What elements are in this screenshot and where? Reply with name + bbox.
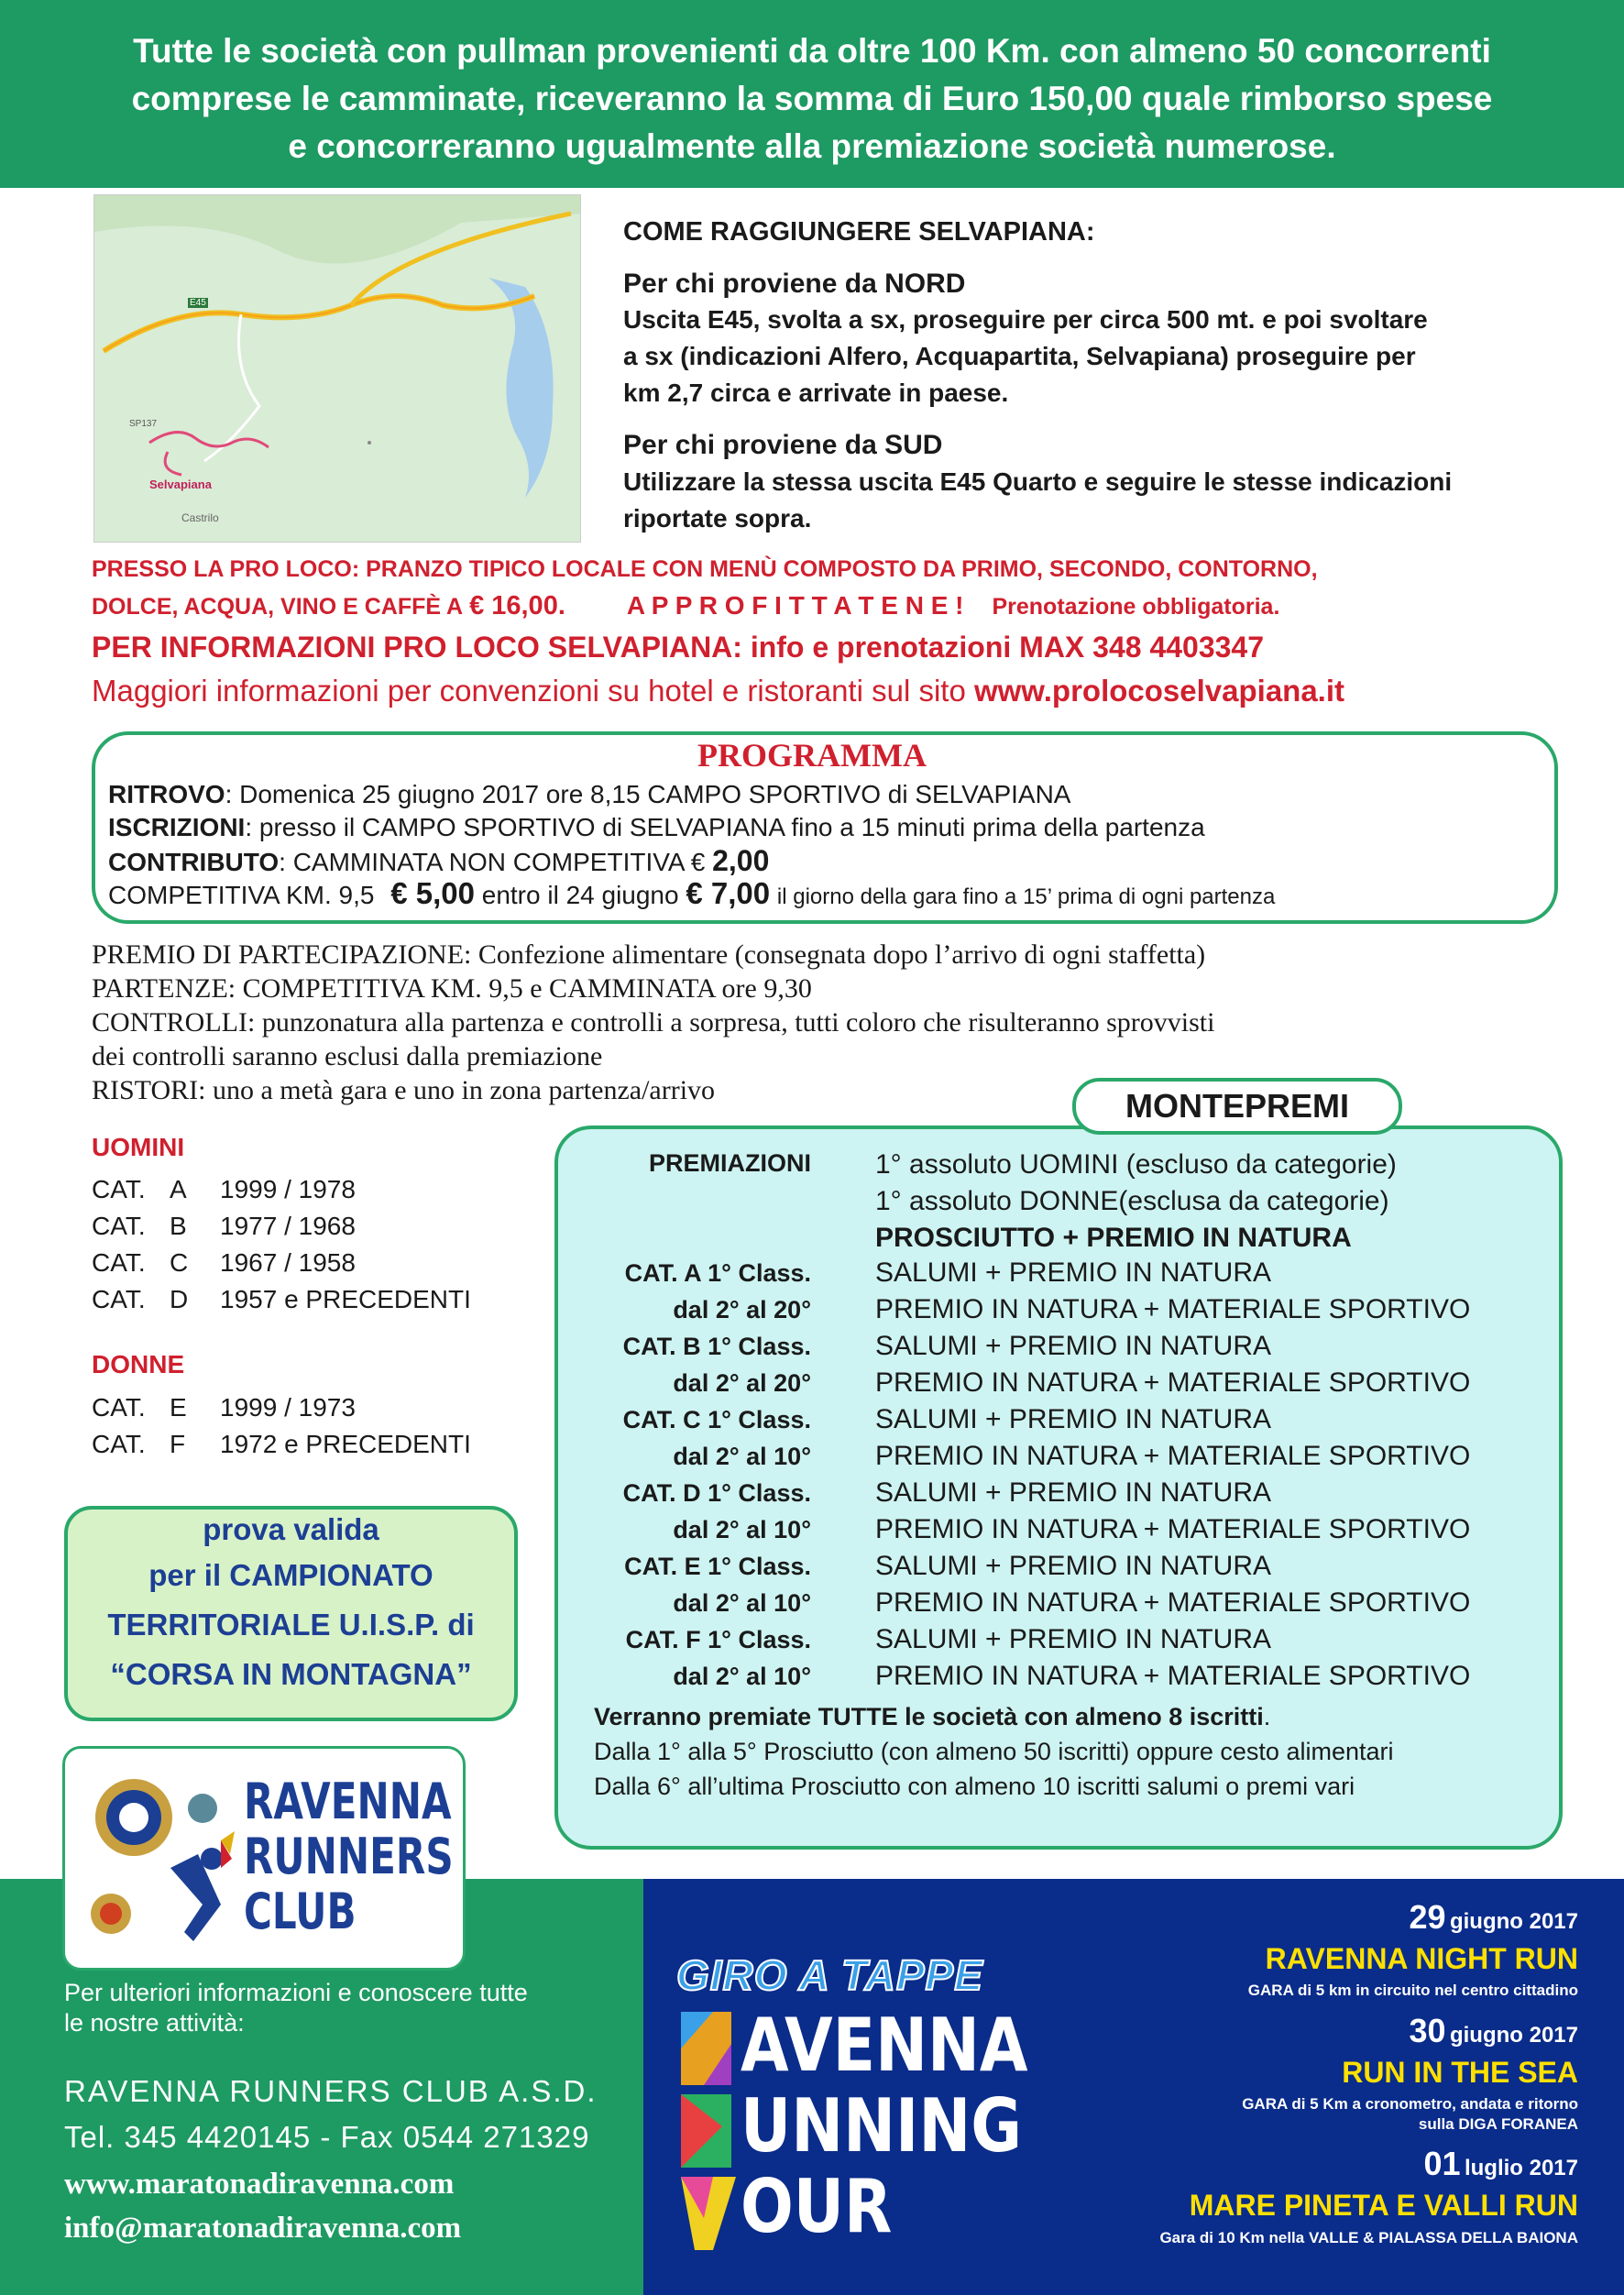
event-2-name: RUN IN THE SEA xyxy=(1342,2056,1578,2089)
contributo-price: 2,00 xyxy=(712,844,770,877)
event-2-desc-1: GARA di 5 Km a cronometro, andata e ritorno xyxy=(1242,2095,1578,2113)
info-ristori: RISTORI: uno a metà gara e uno in zona partenza/arrivo xyxy=(92,1075,716,1105)
north-line-3: km 2,7 circa e arrivate in paese. xyxy=(623,379,1009,407)
prize-category-value: PREMIO IN NATURA + MATERIALE SPORTIVO xyxy=(875,1294,1471,1324)
prize-category-value: SALUMI + PREMIO IN NATURA xyxy=(875,1551,1272,1581)
prova-line-2: per il CAMPIONATO xyxy=(148,1558,433,1592)
cat-row-d: CAT. D 1957 e PRECEDENTI xyxy=(92,1285,471,1313)
iscrizioni-value: : presso il CAMPO SPORTIVO di SELVAPIANA fino a 15 minuti prima della partenza xyxy=(245,813,1205,841)
event-3-desc: Gara di 10 Km nella VALLE & PIALASSA DELLA BAIONA xyxy=(1159,2229,1578,2246)
programma-competitiva xyxy=(108,878,1275,913)
map-label-e45: E45 xyxy=(190,298,206,308)
club-logo xyxy=(62,1746,466,1971)
competitiva-by: entro il 24 giugno xyxy=(481,881,679,909)
south-heading: Per chi proviene da SUD xyxy=(623,430,943,460)
location-map xyxy=(93,194,581,543)
cat-row-f: CAT. F 1972 e PRECEDENTI xyxy=(92,1430,471,1458)
ritrovo-key: RITROVO xyxy=(108,780,225,808)
top-banner xyxy=(0,0,1624,188)
event-1-desc: GARA di 5 km in circuito nel centro cittadino xyxy=(1247,1982,1578,1999)
banner-line-1: Tutte le società con pullman provenienti da oltre 100 Km. con almeno 50 concorrenti xyxy=(133,32,1491,70)
prize-category-value: SALUMI + PREMIO IN NATURA xyxy=(875,1331,1272,1361)
programma-ritrovo xyxy=(108,779,1070,810)
prize-category-label: dal 2° al 20° xyxy=(673,1296,811,1323)
south-line-1: Utilizzare la stessa uscita E45 Quarto e seguire le stesse indicazioni xyxy=(623,467,1453,496)
premio-assoluto-donne: 1° assoluto DONNE(esclusa da categorie) xyxy=(875,1186,1389,1216)
prize-category-label: dal 2° al 10° xyxy=(673,1589,811,1617)
prize-category-value: PREMIO IN NATURA + MATERIALE SPORTIVO xyxy=(875,1441,1471,1471)
proloco-info: PER INFORMAZIONI PRO LOCO SELVAPIANA: info e prenotazioni MAX 348 4403347 xyxy=(92,631,1265,664)
competitiva-price-2: € 7,00 xyxy=(686,876,771,910)
prize-category-label: dal 2° al 10° xyxy=(673,1443,811,1470)
cat-row-b: CAT. B 1977 / 1968 xyxy=(92,1212,356,1240)
logo-text: RAVENNA RUNNERS CLUB xyxy=(244,1773,454,1940)
prize-category-value: PREMIO IN NATURA + MATERIALE SPORTIVO xyxy=(875,1514,1471,1544)
event-2-desc-2: sulla DIGA FORANEA xyxy=(1418,2115,1578,2133)
giro-a-tappe-badge: GIRO A TAPPE xyxy=(676,1951,983,1999)
programma-title: PROGRAMMA xyxy=(697,737,927,774)
montepremi-note-3: Dalla 6° all’ultima Prosciutto con almeno 10 iscritti salumi o premi vari xyxy=(594,1773,1355,1800)
contributo-value: : CAMMINATA NON COMPETITIVA € xyxy=(279,848,713,876)
prize-category-label: dal 2° al 10° xyxy=(673,1516,811,1543)
map-label-selvapiana: Selvapiana xyxy=(149,478,212,491)
programma-contributo xyxy=(108,845,769,878)
info-controlli: CONTROLLI: punzonatura alla partenza e controlli a sorpresa, tutti coloro che risulteranno sprovvisti xyxy=(92,1007,1215,1038)
tour-logo-r xyxy=(676,2007,741,2259)
uomini-heading: UOMINI xyxy=(92,1133,185,1161)
north-line-2: a sx (indicazioni Alfero, Acquapartita, Selvapiana) proseguire per xyxy=(623,342,1416,370)
montepremi-title: MONTEPREMI xyxy=(1072,1078,1402,1135)
club-emblem-icon xyxy=(83,1767,239,1950)
footer-note-1: Per ulteriori informazioni e conoscere tutte xyxy=(64,1979,528,2006)
prize-category-value: SALUMI + PREMIO IN NATURA xyxy=(875,1404,1272,1434)
event-3-date: 01 luglio 2017 xyxy=(1423,2145,1578,2182)
event-3-name: MARE PINETA E VALLI RUN xyxy=(1189,2189,1578,2222)
prize-category-label: dal 2° al 20° xyxy=(673,1369,811,1397)
event-1-name: RAVENNA NIGHT RUN xyxy=(1265,1942,1578,1975)
proloco-site-link[interactable]: www.prolocoselvapiana.it xyxy=(973,674,1345,708)
competitiva-label: COMPETITIVA KM. 9,5 xyxy=(108,881,375,909)
prize-category-label: CAT. E 1° Class. xyxy=(624,1553,811,1580)
proloco-price: € 16,00. xyxy=(469,591,565,620)
prize-category-label: CAT. D 1° Class. xyxy=(622,1479,811,1507)
prize-category-value: SALUMI + PREMIO IN NATURA xyxy=(875,1624,1272,1654)
club-website-link[interactable]: www.maratonadiravenna.com xyxy=(64,2168,455,2201)
north-line-1: Uscita E45, svolta a sx, proseguire per circa 500 mt. e poi svoltare xyxy=(623,305,1428,334)
prize-category-label: CAT. C 1° Class. xyxy=(622,1406,811,1433)
competitiva-price-1: € 5,00 xyxy=(390,876,475,910)
premio-assoluto-uomini: 1° assoluto UOMINI (escluso da categorie) xyxy=(875,1149,1397,1180)
prova-line-4: “CORSA IN MONTAGNA” xyxy=(110,1657,472,1691)
proloco-line-2a: DOLCE, ACQUA, VINO E CAFFÈ A xyxy=(92,594,464,620)
tour-logo-text: AVENNA UNNING OUR xyxy=(741,2003,1028,2249)
proloco-line-1: PRESSO LA PRO LOCO: PRANZO TIPICO LOCALE CON MENÙ COMPOSTO DA PRIMO, SECONDO, CONTORNO, xyxy=(92,556,1318,582)
banner-line-2: comprese le camminate, riceveranno la somma di Euro 150,00 quale rimborso spese xyxy=(131,80,1493,117)
proloco-prenotazione: Prenotazione obbligatoria. xyxy=(992,594,1280,620)
donne-heading: DONNE xyxy=(92,1350,185,1378)
premiazioni-heading: PREMIAZIONI xyxy=(648,1149,811,1177)
prize-category-label: CAT. F 1° Class. xyxy=(625,1626,811,1653)
prize-category-value: PREMIO IN NATURA + MATERIALE SPORTIVO xyxy=(875,1367,1471,1398)
iscrizioni-key: ISCRIZIONI xyxy=(108,813,246,841)
montepremi-note-2: Dalla 1° alla 5° Prosciutto (con almeno 50 iscritti) oppure cesto alimentari xyxy=(594,1738,1394,1765)
banner-line-3: e concorreranno ugualmente alla premiazione società numerose. xyxy=(288,127,1336,165)
prova-line-1: prova valida xyxy=(203,1512,379,1546)
south-line-2: riportate sopra. xyxy=(623,504,812,533)
prize-category-label: CAT. B 1° Class. xyxy=(622,1333,811,1360)
club-phone: Tel. 345 4420145 - Fax 0544 271329 xyxy=(64,2120,590,2154)
footer-note-2: le nostre attività: xyxy=(64,2009,245,2037)
north-heading: Per chi proviene da NORD xyxy=(623,269,966,299)
event-2-date: 30 giugno 2017 xyxy=(1409,2012,1578,2049)
cat-row-c: CAT. C 1967 / 1958 xyxy=(92,1248,356,1277)
info-premio: PREMIO DI PARTECIPAZIONE: Confezione alimentare (consegnata dopo l’arrivo di ogni staffetta) xyxy=(92,939,1206,970)
prize-category-value: PREMIO IN NATURA + MATERIALE SPORTIVO xyxy=(875,1661,1471,1691)
cat-row-a: CAT. A 1999 / 1978 xyxy=(92,1175,356,1203)
proloco-more xyxy=(92,674,1344,708)
proloco-more-text: Maggiori informazioni per convenzioni su hotel e ristoranti sul sito xyxy=(92,674,966,708)
prize-category-value: PREMIO IN NATURA + MATERIALE SPORTIVO xyxy=(875,1587,1471,1618)
prova-line-3: TERRITORIALE U.I.S.P. di xyxy=(107,1608,475,1642)
ritrovo-value: : Domenica 25 giugno 2017 ore 8,15 CAMPO SPORTIVO di SELVAPIANA xyxy=(225,780,1071,808)
programma-iscrizioni xyxy=(108,812,1205,843)
montepremi-note-1: Verranno premiate TUTTE le società con almeno 8 iscritti. xyxy=(594,1703,1271,1730)
info-partenze: PARTENZE: COMPETITIVA KM. 9,5 e CAMMINATA ore 9,30 xyxy=(92,973,812,1004)
contributo-key: CONTRIBUTO xyxy=(108,848,280,876)
event-1-date: 29 giugno 2017 xyxy=(1409,1898,1578,1936)
competitiva-day: il giorno della gara fino a 15’ prima di ogni partenza xyxy=(776,884,1276,909)
prize-category-label: CAT. A 1° Class. xyxy=(624,1259,811,1287)
directions-title: COME RAGGIUNGERE SELVAPIANA: xyxy=(623,217,1095,247)
info-controlli-2: dei controlli saranno esclusi dalla premiazione xyxy=(92,1041,603,1071)
prize-category-label: dal 2° al 10° xyxy=(673,1663,811,1690)
cat-row-e: CAT. E 1999 / 1973 xyxy=(92,1393,356,1422)
club-name: RAVENNA RUNNERS CLUB A.S.D. xyxy=(64,2074,598,2108)
club-email-link[interactable]: info@maratonadiravenna.com xyxy=(64,2212,462,2245)
map-label-sp137: SP137 xyxy=(129,419,158,429)
premio-prosciutto: PROSCIUTTO + PREMIO IN NATURA xyxy=(875,1223,1352,1253)
proloco-approfittatene: A P P R O F I T T A T E N E ! xyxy=(626,591,964,620)
map-label-castrilo: Castrilo xyxy=(181,511,219,524)
tour-logo-letters-icon xyxy=(676,2007,741,2255)
prize-category-value: SALUMI + PREMIO IN NATURA xyxy=(875,1257,1272,1288)
proloco-line-2 xyxy=(92,591,1279,621)
prize-category-value: SALUMI + PREMIO IN NATURA xyxy=(875,1477,1272,1508)
